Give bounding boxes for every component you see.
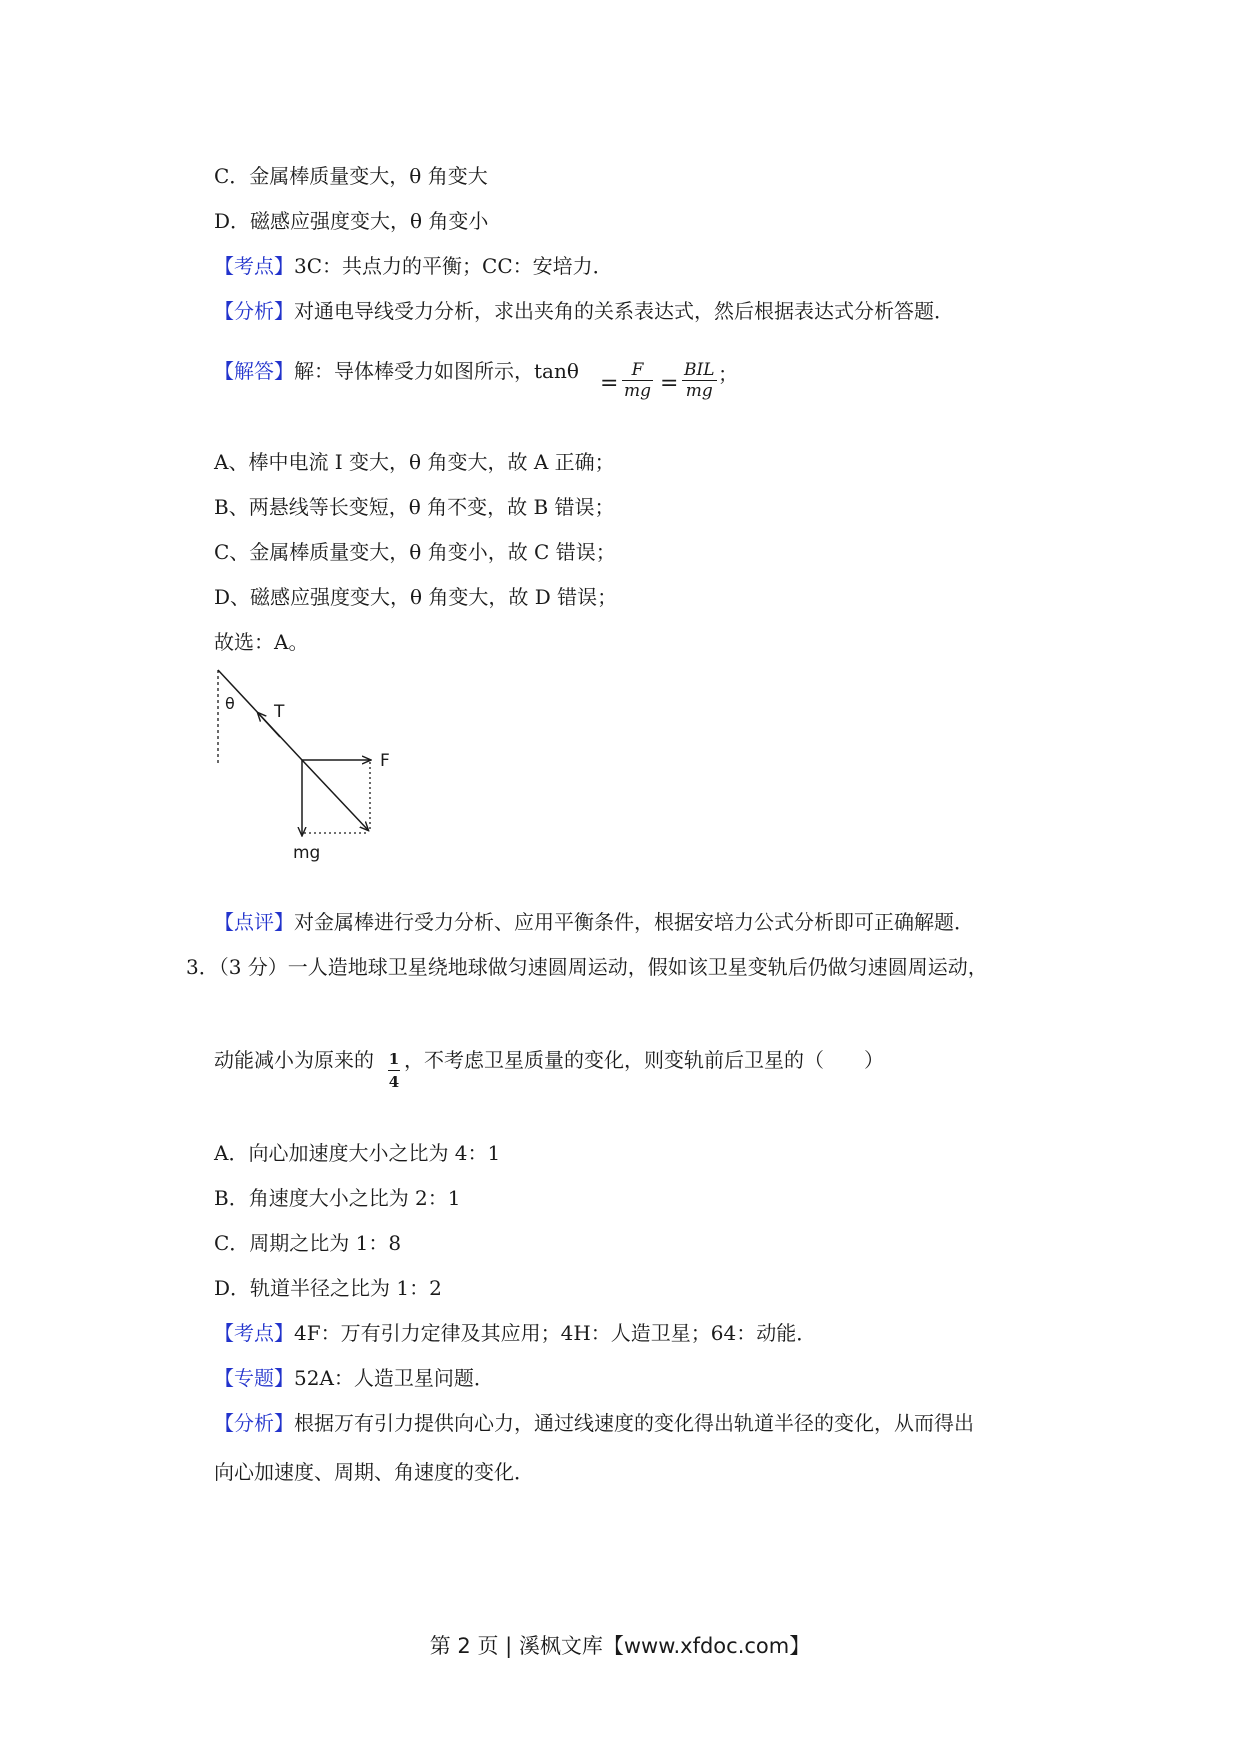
question-3-option-a: A．向心加速度大小之比为 4：1 bbox=[214, 1141, 501, 1165]
question-3-fenxi-line bbox=[214, 1411, 974, 1435]
dianping-tag: 【点评】 bbox=[214, 910, 294, 934]
kaodian-line bbox=[214, 254, 613, 278]
question-3-option-d: D．轨道半径之比为 1：2 bbox=[214, 1276, 442, 1300]
answer-c: C、金属棒质量变大，θ 角变小，故 C 错误； bbox=[214, 540, 616, 564]
force-diagram bbox=[200, 665, 410, 880]
answer-a: A、棒中电流 I 变大，θ 角变大，故 A 正确； bbox=[214, 450, 615, 474]
fraction-denominator: 4 bbox=[388, 1073, 400, 1091]
formula-semicolon: ； bbox=[718, 362, 738, 386]
jieda-tag: 【解答】 bbox=[214, 359, 294, 383]
theta-label: θ bbox=[225, 694, 235, 713]
fraction-numerator: 1 bbox=[388, 1050, 400, 1068]
option-c: C．金属棒质量变大，θ 角变大 bbox=[214, 164, 488, 188]
question-3-kaodian-line bbox=[214, 1321, 816, 1345]
question-3-stem: 3．（3 分）一人造地球卫星绕地球做匀速圆周运动，假如该卫星变轨后仍做匀速圆周运动， bbox=[186, 955, 988, 979]
question-3-zhuanti-text: 52A：人造卫星问题． bbox=[294, 1366, 494, 1390]
formula-fraction-bil-mg bbox=[682, 360, 717, 401]
fraction-bar bbox=[388, 1070, 400, 1071]
fraction-one-quarter bbox=[388, 1050, 400, 1091]
question-3-kaodian-text: 4F：万有引力定律及其应用；4H：人造卫星；64：动能． bbox=[294, 1321, 817, 1345]
question-3-fenxi-tag: 【分析】 bbox=[214, 1411, 294, 1435]
question-3-fenxi-line-2: 向心加速度、周期、角速度的变化． bbox=[214, 1460, 534, 1484]
force-mg-label: mg bbox=[293, 843, 321, 863]
formula-equals-2: = bbox=[660, 371, 679, 396]
question-3-stem-cont-a: 动能减小为原来的 bbox=[214, 1048, 374, 1072]
answer-choice: 故选：A。 bbox=[214, 630, 309, 654]
question-3-option-c: C．周期之比为 1：8 bbox=[214, 1231, 402, 1255]
question-3-kaodian-tag: 【考点】 bbox=[214, 1321, 294, 1345]
dianping-text: 对金属棒进行受力分析、应用平衡条件，根据安培力公式分析即可正确解题． bbox=[294, 910, 974, 934]
dianping-line bbox=[214, 910, 974, 934]
page-footer: 第 2 页 | 溪枫文库【www.xfdoc.com】 bbox=[429, 1634, 811, 1658]
question-3-option-b: B．角速度大小之比为 2：1 bbox=[214, 1186, 461, 1210]
question-3-stem-cont-b: ，不考虑卫星质量的变化，则变轨前后卫星的（ ） bbox=[404, 1048, 884, 1072]
resultant-arrow bbox=[302, 760, 368, 830]
formula-equals-1: = bbox=[600, 371, 619, 396]
jieda-line bbox=[214, 359, 579, 383]
formula-f1-denominator: mg bbox=[624, 381, 652, 401]
formula-fraction-f-mg bbox=[622, 360, 653, 401]
question-3-fenxi-text: 根据万有引力提供向心力，通过线速度的变化得出轨道半径的变化，从而得出 bbox=[294, 1411, 974, 1435]
kaodian-tag: 【考点】 bbox=[214, 254, 294, 278]
answer-d: D、磁感应强度变大，θ 角变大，故 D 错误； bbox=[214, 585, 618, 609]
fenxi-line bbox=[214, 299, 954, 323]
kaodian-text: 3C：共点力的平衡；CC：安培力． bbox=[294, 254, 613, 278]
option-d: D．磁感应强度变大，θ 角变小 bbox=[214, 209, 489, 233]
fenxi-tag: 【分析】 bbox=[214, 299, 294, 323]
answer-b: B、两悬线等长变短，θ 角不变，故 B 错误； bbox=[214, 495, 615, 519]
question-3-zhuanti-tag: 【专题】 bbox=[214, 1366, 294, 1390]
force-f-label: F bbox=[380, 751, 390, 771]
jieda-text: 解：导体棒受力如图所示，tanθ bbox=[294, 359, 579, 383]
formula-f1-numerator: F bbox=[631, 360, 644, 380]
formula-f2-numerator: BIL bbox=[684, 360, 715, 380]
formula-f2-denominator: mg bbox=[685, 381, 713, 401]
question-3-zhuanti-line bbox=[214, 1366, 494, 1390]
fenxi-text: 对通电导线受力分析，求出夹角的关系表达式，然后根据表达式分析答题． bbox=[294, 299, 954, 323]
tension-label: T bbox=[274, 702, 285, 722]
